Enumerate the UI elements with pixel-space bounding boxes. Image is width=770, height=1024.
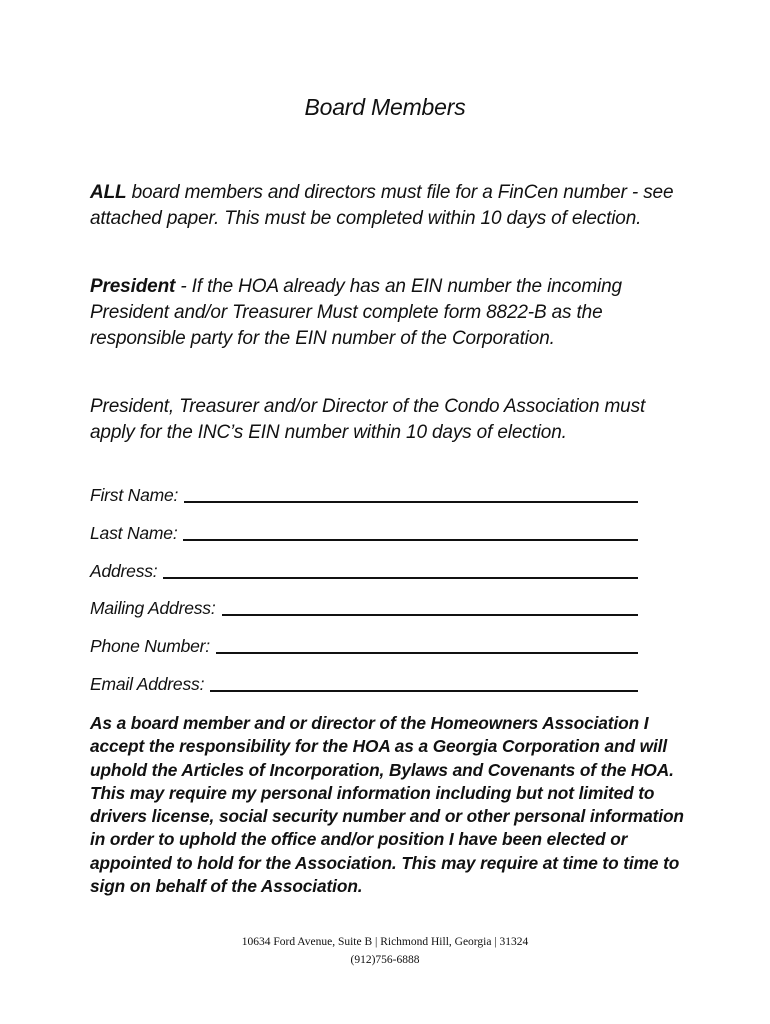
fincen-lead: ALL — [90, 182, 127, 203]
fincen-text: board members and directors must file for a FinCen number - see attached paper. This must be completed within 10 days of election. — [90, 182, 674, 229]
fincen-paragraph — [90, 180, 690, 232]
ein-paragraph — [90, 394, 690, 446]
email-address-label: Email Address: — [90, 674, 205, 694]
last-name-field[interactable] — [90, 522, 638, 546]
last-name-label: Last Name: — [90, 523, 178, 543]
mailing-address-field[interactable] — [90, 597, 638, 621]
address-label: Address: — [90, 561, 158, 581]
address-field[interactable] — [90, 560, 638, 584]
email-address-line[interactable] — [210, 690, 638, 692]
last-name-line[interactable] — [183, 539, 638, 541]
phone-number-line[interactable] — [216, 652, 638, 654]
email-address-field[interactable] — [90, 673, 638, 697]
president-lead: President — [90, 276, 176, 297]
first-name-field[interactable] — [90, 484, 638, 508]
address-line[interactable] — [163, 577, 638, 579]
mailing-address-label: Mailing Address: — [90, 598, 216, 618]
president-text: - If the HOA already has an EIN number the incoming President and/or Treasurer Must complete form 8822-B as the responsible party for the EIN number of the Corporation. — [90, 276, 622, 349]
president-paragraph — [90, 274, 690, 352]
ein-text: President, Treasurer and/or Director of the Condo Association must apply for the INC’s EIN number within 10 days of election. — [90, 396, 646, 443]
mailing-address-line[interactable] — [222, 614, 638, 616]
phone-number-label: Phone Number: — [90, 636, 210, 656]
footer-address: 10634 Ford Avenue, Suite B | Richmond Hill, Georgia | 31324 — [241, 936, 529, 948]
phone-number-field[interactable] — [90, 635, 638, 659]
first-name-line[interactable] — [184, 501, 638, 503]
agreement-paragraph: As a board member and or director of the Homeowners Association I accept the responsibility for the HOA as a Georgia Corporation and will uphold the Articles of Incorporation, Bylaws and Covenants of the HOA. This may require my personal information including but not limited to drivers license, social security number and or other personal information in order to uphold the office and/or position I have been elected or appointed to hold for the Association. This may require at time to time to sign on behalf of the Association. — [90, 713, 684, 897]
first-name-label: First Name: — [90, 485, 179, 505]
page-title: Board Members — [304, 94, 466, 120]
footer-phone: (912)756-6888 — [350, 954, 420, 966]
